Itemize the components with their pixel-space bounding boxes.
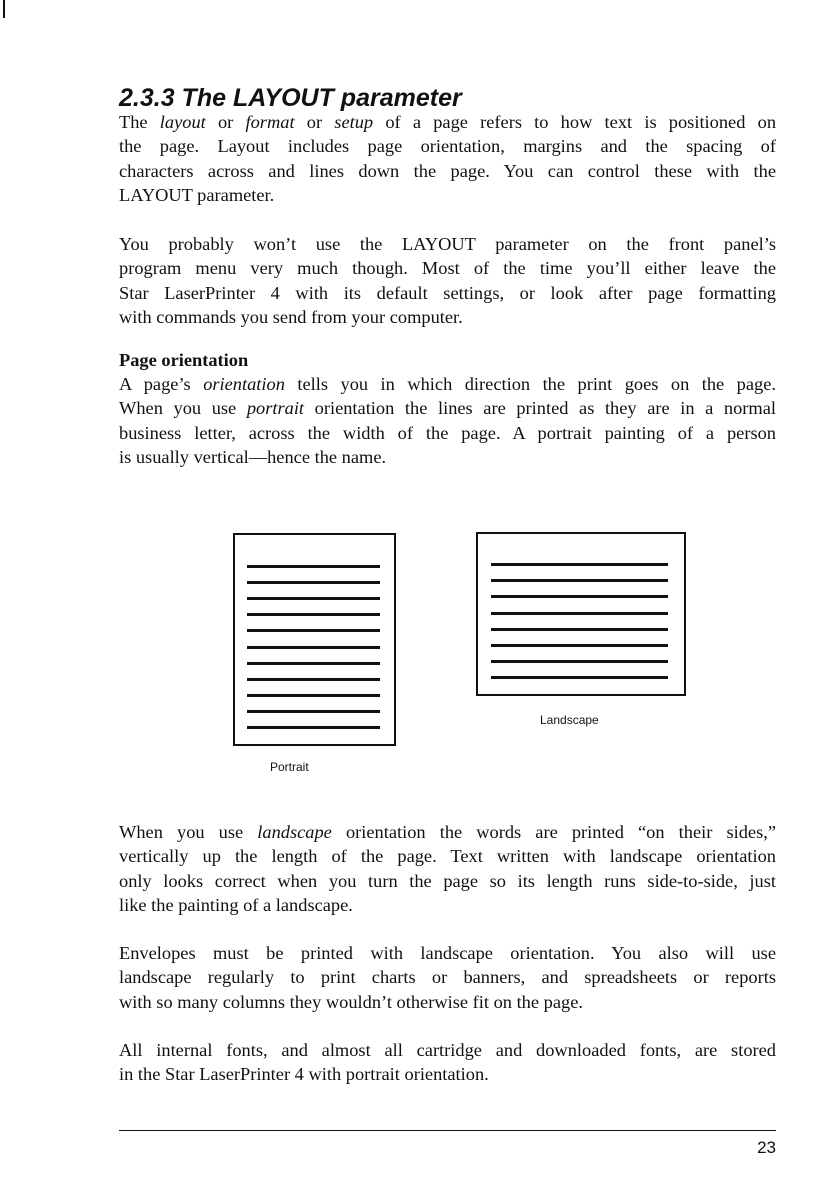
text-line [119,256,776,280]
text-segment: characters across and lines down the page. You can control these with the [119,160,776,181]
text-line-mark [247,581,380,584]
text-line-mark [247,710,380,713]
scan-margin-mark [3,0,5,18]
text-segment: with commands you send from your computer. [119,307,463,328]
text-segment: of a page refers to how text is positioned on [373,112,777,132]
text-line-mark [491,595,668,598]
text-segment: orientation the words are printed “on their sides,” [331,822,776,842]
emphasized-term: format [245,112,295,132]
text-line-mark [247,597,380,600]
text-line-mark [491,676,668,679]
text-segment: A page’s [119,374,204,394]
text-line-mark [491,660,668,663]
emphasized-term: orientation [203,374,285,394]
emphasized-term: setup [334,112,374,132]
text-segment: the page. Layout includes page orientation, margins and the spacing of [119,136,776,157]
text-segment: LAYOUT parameter. [119,185,275,206]
text-line [119,445,776,469]
paragraph-landscape [119,820,776,918]
text-segment: You probably won’t use the LAYOUT parameter on the front panel’s [119,234,776,254]
text-line [119,232,776,256]
text-line [119,396,776,420]
text-line [119,281,776,305]
section-heading: 2.3.3 The LAYOUT parameter [119,84,462,112]
text-line-mark [247,613,380,616]
text-line-mark [247,646,380,649]
text-line-mark [491,579,668,582]
text-line-mark [247,565,380,568]
emphasized-term: layout [159,112,206,132]
text-segment: When you use [119,398,247,419]
text-line [119,134,776,158]
text-line [119,159,776,183]
text-segment: in the Star LaserPrinter 4 with portrait orientation. [119,1064,489,1085]
text-segment: vertically up the length of the page. Text written with landscape orientation [119,846,776,867]
text-line-mark [247,662,380,665]
paragraph-envelopes [119,941,776,1014]
text-line [119,372,776,396]
text-line [119,1062,776,1086]
portrait-page-illustration [233,533,396,746]
text-line-mark [491,563,668,566]
text-line-mark [247,694,380,697]
landscape-caption: Landscape [540,713,599,727]
emphasized-term: portrait [246,398,305,419]
page-number: 23 [757,1138,776,1157]
text-line-mark [247,629,380,632]
text-line-mark [491,644,668,647]
text-segment: or [294,112,335,132]
text-line [119,820,776,844]
emphasized-term: landscape [257,822,332,842]
text-line-mark [247,678,380,681]
text-segment: Star LaserPrinter 4 with its default settings, or look after page formatting [119,282,776,303]
text-line [119,183,776,207]
text-segment: landscape regularly to print charts or banners, and spreadsheets or reports [119,967,776,988]
footer-rule [119,1130,776,1131]
text-line [119,990,776,1014]
text-segment: All internal fonts, and almost all cartridge and downloaded fonts, are stored [119,1040,776,1060]
text-segment: is usually vertical—hence the name. [119,447,387,468]
text-segment: When you use [119,822,258,842]
paragraph-intro [119,110,776,208]
portrait-caption: Portrait [270,760,309,774]
text-segment: or [205,112,246,132]
text-line [119,893,776,917]
text-segment: orientation the lines are printed as they are in a normal [304,398,776,419]
text-line [119,844,776,868]
text-line [119,421,776,445]
text-line-mark [491,612,668,615]
text-segment: only looks correct when you turn the page so its length runs side-to-side, just [119,870,776,891]
landscape-page-illustration [476,532,686,696]
text-line [119,305,776,329]
text-segment: like the painting of a landscape. [119,895,353,916]
text-line [119,1038,776,1062]
text-segment: program menu very much though. Most of the time you’ll either leave the [119,258,776,279]
text-segment: The [119,112,160,132]
paragraph-orientation [119,372,776,470]
text-line [119,965,776,989]
text-line-mark [247,726,380,729]
text-segment: business letter, across the width of the page. A portrait painting of a person [119,422,776,443]
text-segment: with so many columns they wouldn’t otherwise fit on the page. [119,991,583,1012]
text-segment: Envelopes must be printed with landscape orientation. You also will use [119,943,776,963]
text-line-mark [491,628,668,631]
paragraph-fonts [119,1038,776,1087]
text-segment: tells you in which direction the print goes on the page. [284,374,776,394]
text-line [119,941,776,965]
text-line [119,110,776,134]
subheading-page-orientation: Page orientation [119,350,249,370]
text-line [119,869,776,893]
paragraph-front-panel [119,232,776,330]
